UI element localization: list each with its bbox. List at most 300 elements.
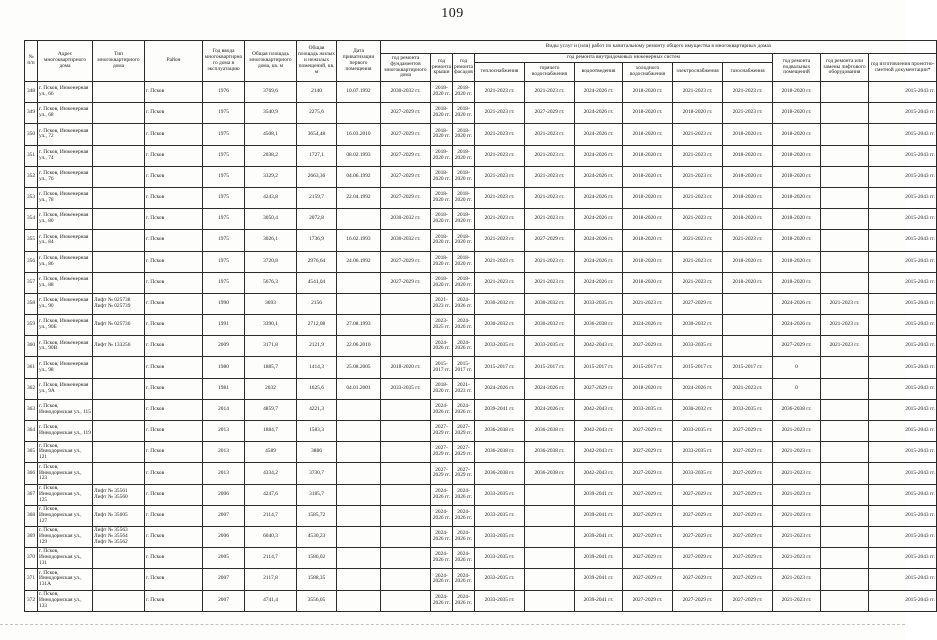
cell-cold-water: 2027-2029 гг.: [623, 526, 673, 547]
table-body: [25, 82, 937, 612]
cell-heat: 2021-2023 гг.: [475, 230, 525, 251]
cell-foundation: [381, 569, 431, 590]
cell-living-area: 1585,72: [297, 505, 337, 526]
cell-facade: 2024-2026 гг.: [453, 293, 475, 314]
header-facade: год ремонта фасадов: [453, 54, 475, 82]
cell-gas: 2027-2029 гг.: [723, 463, 773, 484]
cell-type: [93, 315, 145, 336]
cell-hot-water: 2021-2023 гг.: [525, 209, 575, 230]
header-hot-water: горячего водоснабжения: [525, 63, 575, 82]
cell-heat: 2033-2035 гг.: [475, 548, 525, 569]
cell-facade: 2018-2020 гг.: [453, 187, 475, 208]
cell-hot-water: 2033-2035 гг.: [525, 336, 575, 357]
cell-num: 368: [25, 505, 38, 526]
cell-docs: 2015-2043 гг.: [869, 590, 937, 611]
header-water-disposal: водоотведения: [575, 63, 623, 82]
cell-basement: 2018-2020 гг.: [773, 103, 821, 124]
cell-total-area: 3540,9: [245, 103, 297, 124]
cell-total-area: 6040,3: [245, 526, 297, 547]
cell-roof: 2027-2029 гг.: [431, 442, 453, 463]
cell-gas: [723, 315, 773, 336]
cell-privatization-date: 04.06.1992: [337, 166, 381, 187]
cell-docs: 2015-2043 гг.: [869, 209, 937, 230]
cell-basement: 2018-2020 гг.: [773, 82, 821, 103]
cell-lift: [821, 124, 869, 145]
cell-facade: 2024-2026 гг.: [453, 526, 475, 547]
cell-facade: 2027-2029 гг.: [453, 463, 475, 484]
cell-docs: 2015-2043 гг.: [869, 293, 937, 314]
cell-power: 2027-2029 гг.: [673, 484, 723, 505]
header-docs: год изготовления проектно-сметной документации*: [869, 54, 937, 82]
table-row: [25, 548, 937, 569]
cell-foundation: [381, 293, 431, 314]
header-privatization-date: Дата приватизации первого помещения: [337, 41, 381, 82]
cell-privatization-date: 10.07.1992: [337, 82, 381, 103]
cell-year-built: 2007: [203, 590, 245, 611]
cell-address: г. Псков, Иннодормская ул., 127: [38, 505, 93, 526]
cell-docs: 2015-2043 гг.: [869, 463, 937, 484]
cell-total-area: 3693: [245, 293, 297, 314]
cell-roof: 2024-2026 гг.: [431, 590, 453, 611]
cell-roof: 2024-2026 гг.: [431, 548, 453, 569]
cell-facade: 2024-2026 гг.: [453, 505, 475, 526]
cell-year-built: 1975: [203, 187, 245, 208]
cell-basement: 2018-2020 гг.: [773, 209, 821, 230]
cell-power: 2021-2023 гг.: [673, 166, 723, 187]
cell-living-area: 1588,35: [297, 569, 337, 590]
cell-heat: 2021-2023 гг.: [475, 166, 525, 187]
cell-basement: 2018-2020 гг.: [773, 166, 821, 187]
cell-power: 2033-2035 гг.: [673, 463, 723, 484]
cell-total-area: 4508,1: [245, 124, 297, 145]
cell-cold-water: 2024-2026 гг.: [623, 315, 673, 336]
cell-living-area: 2663,36: [297, 166, 337, 187]
cell-privatization-date: [337, 293, 381, 314]
cell-privatization-date: [337, 103, 381, 124]
header-cold-water: холодного водоснабжения: [623, 63, 673, 82]
cell-hot-water: 2027-2029 гг.: [525, 230, 575, 251]
cell-gas: 2018-2020 гг.: [723, 272, 773, 293]
cell-gas: 2027-2029 гг.: [723, 421, 773, 442]
cell-water-disposal: 2015-2017 гг.: [575, 357, 623, 378]
cell-privatization-date: 16.03.2010: [337, 124, 381, 145]
cell-privatization-date: 04.01.2001: [337, 378, 381, 399]
cell-heat: 2039-2041 гг.: [475, 399, 525, 420]
cell-heat: 2033-2035 гг.: [475, 590, 525, 611]
cell-power: 2033-2035 гг.: [673, 421, 723, 442]
cell-address: г. Псков, Инженерная ул., 90В: [38, 336, 93, 357]
cell-living-area: 2712,08: [297, 315, 337, 336]
cell-total-area: 4859,7: [245, 399, 297, 420]
cell-living-area: 2275,6: [297, 103, 337, 124]
cell-foundation: [381, 526, 431, 547]
cell-heat: 2036-2038 гг.: [475, 442, 525, 463]
cell-privatization-date: [337, 209, 381, 230]
cell-power: 2015-2017 гг.: [673, 357, 723, 378]
cell-privatization-date: 16.02.1993: [337, 230, 381, 251]
cell-water-disposal: 2042-2043 гг.: [575, 463, 623, 484]
cell-heat: 2033-2035 гг.: [475, 526, 525, 547]
cell-gas: 2027-2029 гг.: [723, 442, 773, 463]
cell-address: г. Псков, Иннодормская ул., 125: [38, 484, 93, 505]
cell-lift: [821, 378, 869, 399]
cell-district: г. Псков: [145, 442, 203, 463]
cell-num: 369: [25, 526, 38, 547]
cell-type: [93, 293, 145, 314]
header-power: электроснабжения: [673, 63, 723, 82]
cell-gas: 2027-2029 гг.: [723, 548, 773, 569]
cell-docs: 2015-2043 гг.: [869, 145, 937, 166]
cell-living-area: 2072,8: [297, 209, 337, 230]
cell-type: [93, 124, 145, 145]
cell-water-disposal: 2042-2043 гг.: [575, 421, 623, 442]
cell-type: [93, 463, 145, 484]
cell-water-disposal: 2033-2035 гг.: [575, 293, 623, 314]
cell-num: 354: [25, 209, 38, 230]
cell-water-disposal: 2024-2026 гг.: [575, 82, 623, 103]
cell-num: 366: [25, 463, 38, 484]
cell-roof: 2018-2020 гг.: [431, 209, 453, 230]
cell-roof: 2024-2026 гг.: [431, 526, 453, 547]
cell-lift: [821, 187, 869, 208]
cell-district: г. Псков: [145, 145, 203, 166]
cell-gas: 2018-2020 гг.: [723, 145, 773, 166]
cell-water-disposal: 2024-2026 гг.: [575, 251, 623, 272]
cell-water-disposal: 2039-2041 гг.: [575, 548, 623, 569]
table-row: [25, 590, 937, 611]
cell-docs: 2015-2043 гг.: [869, 357, 937, 378]
cell-living-area: 4530,23: [297, 526, 337, 547]
cell-docs: 2015-2043 гг.: [869, 526, 937, 547]
cell-address: г. Псков, Инженерная ул., 68: [38, 103, 93, 124]
cell-living-area: 2140: [297, 82, 337, 103]
cell-heat: 2030-2032 гг.: [475, 293, 525, 314]
cell-water-disposal: 2036-2038 гг.: [575, 315, 623, 336]
cell-living-area: 3886: [297, 442, 337, 463]
header-basement: год ремонта подвальных помещений: [773, 54, 821, 82]
cell-heat: 2033-2035 гг.: [475, 569, 525, 590]
cell-cold-water: 2027-2029 гг.: [623, 442, 673, 463]
table-row: [25, 124, 937, 145]
cell-heat: 2021-2023 гг.: [475, 82, 525, 103]
cell-basement: 2021-2023 гг.: [773, 421, 821, 442]
cell-privatization-date: 08.02.1993: [337, 145, 381, 166]
cell-foundation: [381, 590, 431, 611]
cell-basement: 2024-2026 гг.: [773, 315, 821, 336]
cell-type: [93, 590, 145, 611]
table-row: [25, 293, 937, 314]
cell-address: г. Псков, Инженерная ул., 78: [38, 187, 93, 208]
cell-power: 2027-2029 гг.: [673, 526, 723, 547]
cell-living-area: 2976,64: [297, 251, 337, 272]
cell-foundation: [381, 315, 431, 336]
cell-power: 2021-2023 гг.: [673, 145, 723, 166]
table-row: [25, 421, 937, 442]
table-row: [25, 272, 937, 293]
cell-num: 358: [25, 293, 38, 314]
cell-living-area: 1625,6: [297, 378, 337, 399]
cell-total-area: 3390,1: [245, 315, 297, 336]
cell-foundation: 2027-2029 гг.: [381, 103, 431, 124]
cell-gas: 2021-2023 гг.: [723, 230, 773, 251]
cell-basement: 2018-2020 гг.: [773, 272, 821, 293]
cell-lift: 2021-2023 гг.: [821, 336, 869, 357]
cell-basement: 2018-2020 гг.: [773, 145, 821, 166]
cell-roof: 2015-2017 гг.: [431, 357, 453, 378]
table-row: [25, 484, 937, 505]
header-total-area: Общая площадь многоквартирного дома, кв. м: [245, 41, 297, 82]
cell-basement: 2018-2020 гг.: [773, 230, 821, 251]
cell-hot-water: 2030-2032 гг.: [525, 315, 575, 336]
cell-privatization-date: [337, 526, 381, 547]
cell-year-built: 2013: [203, 442, 245, 463]
cell-lift: 2021-2023 гг.: [821, 293, 869, 314]
cell-living-area: 3185,7: [297, 484, 337, 505]
cell-year-built: 1976: [203, 82, 245, 103]
cell-heat: 2036-2038 гг.: [475, 421, 525, 442]
cell-num: 359: [25, 315, 38, 336]
cell-privatization-date: [337, 272, 381, 293]
cell-gas: 2027-2029 гг.: [723, 505, 773, 526]
cell-district: г. Псков: [145, 484, 203, 505]
cell-water-disposal: 2042-2043 гг.: [575, 336, 623, 357]
cell-heat: 2021-2023 гг.: [475, 145, 525, 166]
cell-hot-water: 2027-2029 гг.: [525, 103, 575, 124]
cell-water-disposal: 2024-2026 гг.: [575, 272, 623, 293]
cell-year-built: 1975: [203, 166, 245, 187]
cell-roof: 2027-2029 гг.: [431, 421, 453, 442]
cell-lift: [821, 230, 869, 251]
cell-lift: [821, 442, 869, 463]
cell-foundation: [381, 421, 431, 442]
cell-facade: 2024-2026 гг.: [453, 484, 475, 505]
cell-facade: 2015-2017 гг.: [453, 357, 475, 378]
cell-power: 2027-2029 гг.: [673, 569, 723, 590]
cell-power: 2030-2032 гг.: [673, 315, 723, 336]
cell-foundation: [381, 484, 431, 505]
cell-basement: 0: [773, 378, 821, 399]
cell-docs: 2015-2043 гг.: [869, 484, 937, 505]
table-row: [25, 357, 937, 378]
header-lift: год ремонта или замены лифтового оборудования: [821, 54, 869, 82]
cell-total-area: 2032: [245, 378, 297, 399]
cell-address: г. Псков, Инженерная ул., 86: [38, 251, 93, 272]
cell-power: 2033-2035 гг.: [673, 442, 723, 463]
cell-district: г. Псков: [145, 590, 203, 611]
cell-roof: 2024-2026 гг.: [431, 336, 453, 357]
cell-roof: 2018-2020 гг.: [431, 82, 453, 103]
cell-living-area: 4221,3: [297, 399, 337, 420]
cell-docs: 2015-2043 гг.: [869, 421, 937, 442]
cell-type: [93, 526, 145, 547]
table-row: [25, 526, 937, 547]
table-row: [25, 399, 937, 420]
cell-cold-water: 2027-2029 гг.: [623, 336, 673, 357]
cell-gas: 2027-2029 гг.: [723, 484, 773, 505]
cell-total-area: 2117,8: [245, 569, 297, 590]
cell-cold-water: 2018-2020 гг.: [623, 124, 673, 145]
cell-hot-water: 2021-2023 гг.: [525, 124, 575, 145]
cell-basement: 2021-2023 гг.: [773, 590, 821, 611]
header-works-group: Виды услуг и (или) работ по капитальному ремонту общего имущества в многоквартирных домах: [381, 41, 937, 54]
cell-lift: [821, 484, 869, 505]
cell-power: 2024-2026 гг.: [673, 378, 723, 399]
header-gas: газоснабжения: [723, 63, 773, 82]
cell-basement: 2018-2020 гг.: [773, 187, 821, 208]
cell-heat: 2015-2017 гг.: [475, 357, 525, 378]
cell-facade: 2018-2020 гг.: [453, 272, 475, 293]
cell-foundation: 2027-2029 гг.: [381, 145, 431, 166]
cell-cold-water: 2027-2029 гг.: [623, 505, 673, 526]
cell-num: 352: [25, 166, 38, 187]
cell-hot-water: 2021-2023 гг.: [525, 251, 575, 272]
cell-privatization-date: [337, 463, 381, 484]
cell-roof: 2024-2026 гг.: [431, 399, 453, 420]
cell-living-area: 4541,04: [297, 272, 337, 293]
cell-foundation: [381, 463, 431, 484]
cell-hot-water: 2021-2023 гг.: [525, 145, 575, 166]
cell-docs: 2015-2043 гг.: [869, 103, 937, 124]
cell-total-area: 3329,2: [245, 166, 297, 187]
cell-water-disposal: 2024-2026 гг.: [575, 209, 623, 230]
cell-district: г. Псков: [145, 378, 203, 399]
cell-docs: 2015-2043 гг.: [869, 569, 937, 590]
cell-year-built: 1975: [203, 272, 245, 293]
cell-docs: 2015-2043 гг.: [869, 336, 937, 357]
cell-year-built: 1990: [203, 293, 245, 314]
cell-year-built: 2006: [203, 484, 245, 505]
cell-cold-water: 2027-2029 гг.: [623, 484, 673, 505]
cell-foundation: [381, 442, 431, 463]
header-living-area: Общая площадь жилых и нежилых помещений, кв. м: [297, 41, 337, 82]
cell-address: г. Псков, Инженерная ул., 90: [38, 293, 93, 314]
cell-hot-water: 2036-2038 гг.: [525, 442, 575, 463]
cell-power: 2021-2023 гг.: [673, 230, 723, 251]
cell-gas: 2018-2020 гг.: [723, 187, 773, 208]
cell-power: 2030-2032 гг.: [673, 399, 723, 420]
cell-num: 360: [25, 336, 38, 357]
scan-edge-line: [0, 624, 905, 626]
cell-privatization-date: 22.06.2010: [337, 336, 381, 357]
cell-gas: 2021-2023 гг.: [723, 103, 773, 124]
cell-total-area: 4247,6: [245, 484, 297, 505]
cell-type: [93, 230, 145, 251]
cell-roof: 2021-2023 гг.: [431, 293, 453, 314]
cell-heat: 2033-2035 гг.: [475, 484, 525, 505]
table-row: [25, 82, 937, 103]
cell-district: г. Псков: [145, 548, 203, 569]
cell-facade: 2018-2020 гг.: [453, 230, 475, 251]
cell-type: [93, 336, 145, 357]
cell-roof: 2018-2020 гг.: [431, 230, 453, 251]
cell-basement: 2024-2026 гг.: [773, 293, 821, 314]
cell-address: г. Псков, Иннодормская ул., 115: [38, 399, 93, 420]
cell-privatization-date: [337, 505, 381, 526]
cell-lift: [821, 526, 869, 547]
cell-district: г. Псков: [145, 272, 203, 293]
lift-number: Лифт № 35563: [94, 527, 128, 534]
cell-num: 348: [25, 82, 38, 103]
cell-num: 351: [25, 145, 38, 166]
cell-water-disposal: 2039-2041 гг.: [575, 505, 623, 526]
cell-facade: 2027-2029 гг.: [453, 442, 475, 463]
cell-foundation: [381, 336, 431, 357]
cell-cold-water: 2018-2020 гг.: [623, 166, 673, 187]
lift-number: Лифт № 133256: [94, 342, 131, 349]
cell-total-area: 2038,2: [245, 145, 297, 166]
table-row: [25, 209, 937, 230]
cell-water-disposal: 2024-2026 гг.: [575, 187, 623, 208]
cell-privatization-date: 25.08.2005: [337, 357, 381, 378]
cell-facade: 2024-2026 гг.: [453, 336, 475, 357]
cell-docs: 2015-2043 гг.: [869, 505, 937, 526]
cell-basement: 2018-2020 гг.: [773, 251, 821, 272]
cell-hot-water: 2021-2023 гг.: [525, 187, 575, 208]
cell-cold-water: 2027-2029 гг.: [623, 463, 673, 484]
cell-type: [93, 484, 145, 505]
table-row: [25, 187, 937, 208]
cell-living-area: 3730,7: [297, 463, 337, 484]
cell-address: г. Псков, Инженерная ул., 84: [38, 230, 93, 251]
cell-district: г. Псков: [145, 103, 203, 124]
cell-num: 372: [25, 590, 38, 611]
capital-repair-table: [24, 40, 937, 612]
cell-hot-water: 2036-2038 гг.: [525, 463, 575, 484]
cell-roof: 2024-2026 гг.: [431, 569, 453, 590]
cell-basement: 2021-2023 гг.: [773, 505, 821, 526]
cell-hot-water: 2021-2023 гг.: [525, 272, 575, 293]
cell-basement: 2018-2020 гг.: [773, 124, 821, 145]
header-year-built: Год ввода многоквартирного дома в эксплуатацию: [203, 41, 245, 82]
cell-num: 353: [25, 187, 38, 208]
cell-living-area: 1583,3: [297, 421, 337, 442]
cell-docs: 2015-2043 гг.: [869, 82, 937, 103]
lift-number: Лифт № 35564: [94, 533, 128, 540]
cell-basement: 2021-2023 гг.: [773, 442, 821, 463]
lift-number: Лифт № 35605: [94, 511, 128, 518]
cell-lift: [821, 505, 869, 526]
cell-district: г. Псков: [145, 336, 203, 357]
cell-address: г. Псков, Инженерная ул., 98: [38, 357, 93, 378]
cell-facade: 2018-2020 гг.: [453, 145, 475, 166]
cell-type: [93, 166, 145, 187]
cell-cold-water: 2018-2020 гг.: [623, 187, 673, 208]
cell-num: 370: [25, 548, 38, 569]
cell-district: г. Псков: [145, 230, 203, 251]
cell-heat: 2036-2038 гг.: [475, 463, 525, 484]
cell-privatization-date: [337, 399, 381, 420]
cell-lift: [821, 590, 869, 611]
cell-cold-water: 2018-2020 гг.: [623, 230, 673, 251]
cell-hot-water: [525, 526, 575, 547]
cell-foundation: 2030-2032 гг.: [381, 82, 431, 103]
table-row: [25, 463, 937, 484]
cell-address: г. Псков, Иннодормская ул., 119: [38, 421, 93, 442]
cell-water-disposal: 2042-2043 гг.: [575, 399, 623, 420]
cell-district: г. Псков: [145, 421, 203, 442]
cell-foundation: 2027-2029 гг.: [381, 251, 431, 272]
cell-year-built: 1975: [203, 251, 245, 272]
cell-roof: 2027-2029 гг.: [431, 463, 453, 484]
cell-lift: 2021-2023 гг.: [821, 315, 869, 336]
cell-facade: 2018-2020 гг.: [453, 166, 475, 187]
cell-district: г. Псков: [145, 357, 203, 378]
lift-number: Лифт № 35561: [94, 487, 128, 494]
cell-type: [93, 421, 145, 442]
cell-docs: 2015-2043 гг.: [869, 166, 937, 187]
cell-living-area: 3556,05: [297, 590, 337, 611]
cell-cold-water: 2018-2020 гг.: [623, 272, 673, 293]
